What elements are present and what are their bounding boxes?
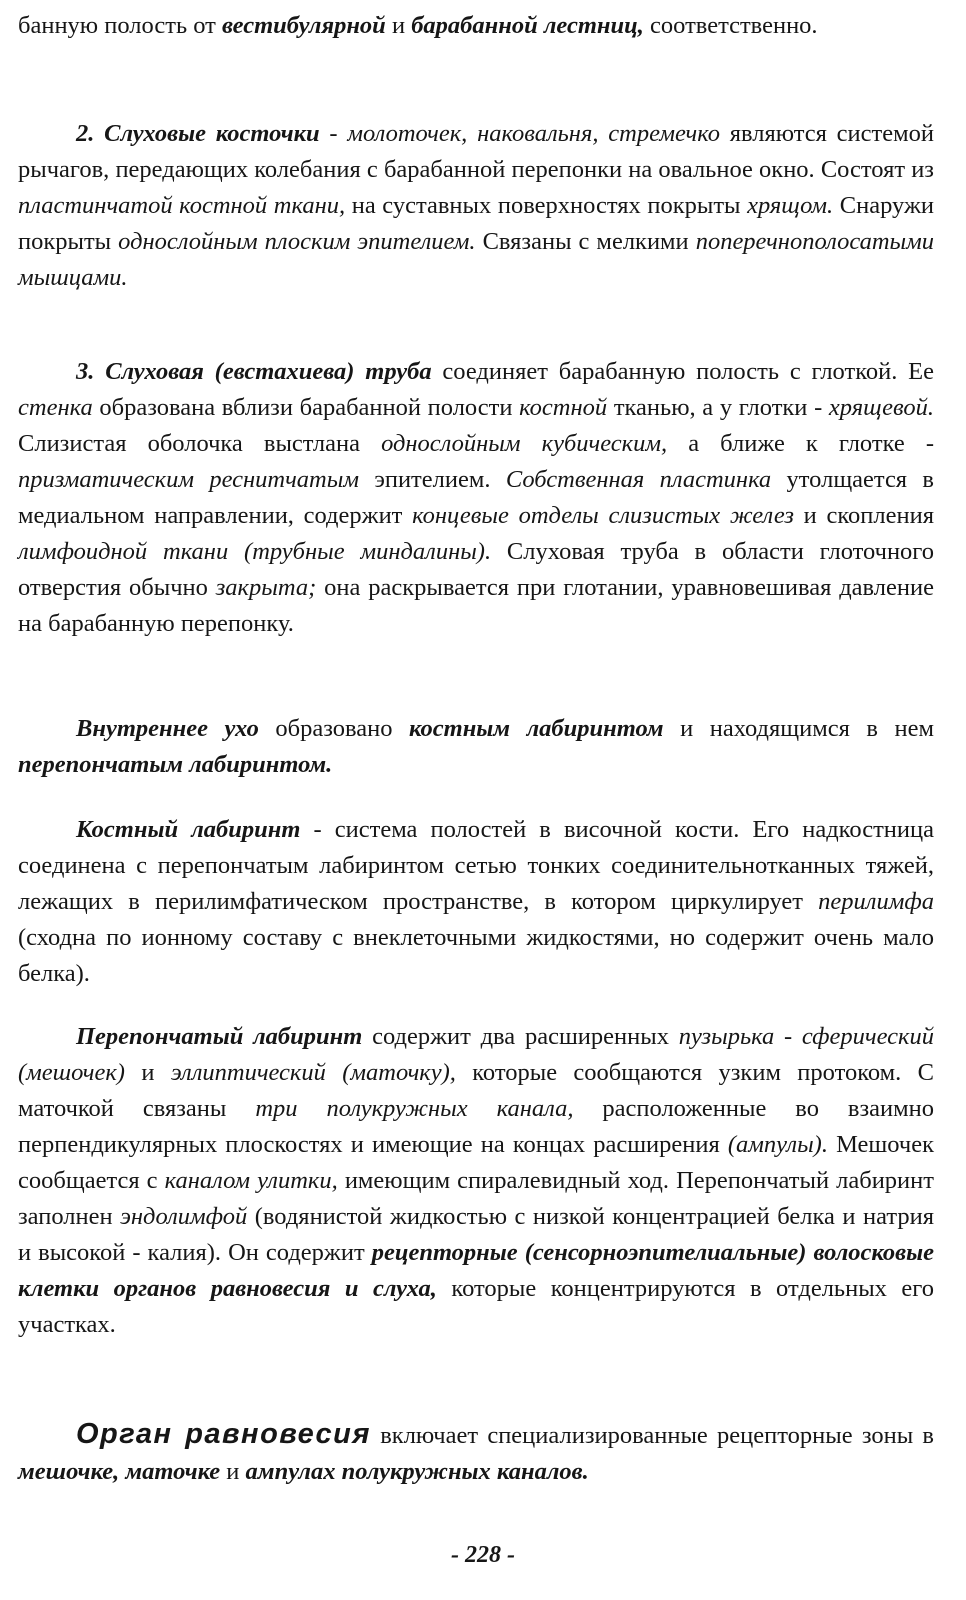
text-run: являются системой рычагов, передающих колебания с барабанной перепонки на овальное окно. Состоят из xyxy=(18,120,934,183)
text-run: образована вблизи барабанной полости xyxy=(92,394,520,421)
text-run: а ближе к глотке - xyxy=(667,430,934,457)
text-run: (сходна по ионному составу с внеклеточными жидкостями, но содержит очень мало белка). xyxy=(18,924,934,987)
emphasized-term: барабанной лестниц, xyxy=(411,12,644,39)
emphasized-term: пузырька xyxy=(678,1023,775,1050)
text-run: содержит два расширенных xyxy=(362,1023,679,1050)
emphasized-term: концевые отделы слизистых желез xyxy=(412,502,794,529)
text-run: имеющим спиралевидный ход. Перепончатый лабиринт заполнен xyxy=(18,1167,934,1230)
text-run: она раскрывается при глотании, уравновешивая давление на барабанную перепонку. xyxy=(18,574,934,637)
emphasized-term: лимфоидной ткани (трубные миндалины). xyxy=(18,538,492,565)
emphasized-term: 2. Слуховые косточки xyxy=(76,120,320,147)
text-run: и xyxy=(385,12,412,39)
paragraph-bony-labyrinth xyxy=(18,812,934,992)
emphasized-term: (ампулы). xyxy=(727,1131,828,1158)
emphasized-term: однослойным плоским эпителием. xyxy=(118,228,476,255)
emphasized-term: перилимфа xyxy=(818,888,934,915)
emphasized-term: Внутреннее ухо xyxy=(76,715,259,742)
emphasized-term: три полукружных канала, xyxy=(255,1095,574,1122)
text-run: и xyxy=(124,1059,171,1086)
paragraph-tympanic-cavity-end xyxy=(18,8,934,44)
emphasized-term: закрыта; xyxy=(215,574,317,601)
paragraph-inner-ear xyxy=(18,711,934,783)
text-run: - система полостей в височной кости. Его надкостница соединена с перепончатым лабиринтом сетью тонких соединительнотканных тяжей, лежащих в перилимфатическом пространстве, в котором циркулирует xyxy=(18,816,934,915)
paragraph-vestibular-organ xyxy=(18,1416,934,1490)
emphasized-term: хрящевой. xyxy=(828,394,934,421)
emphasized-term: Перепончатый лабиринт xyxy=(76,1023,363,1050)
text-run: образовано xyxy=(258,715,410,742)
emphasized-term: поперечнополосатыми мышцами. xyxy=(18,228,934,291)
text-run: соответственно. xyxy=(643,12,818,39)
paragraph-membranous-labyrinth xyxy=(18,1019,934,1343)
text-run: и скопления xyxy=(793,502,934,529)
emphasized-term: призматическим реснитчатым xyxy=(18,466,359,493)
text-run: утолщается в медиальном направлении, содержит xyxy=(18,466,934,529)
text-run: Мешочек сообщается с xyxy=(18,1131,934,1194)
text-run: Слизистая оболочка выстлана xyxy=(18,430,382,457)
text-run: расположенные во взаимно перпендикулярных плоскостях и имеющие на концах расширения xyxy=(18,1095,934,1158)
emphasized-term: эллиптический (маточку), xyxy=(170,1059,456,1086)
text-run: и xyxy=(220,1458,246,1485)
text-run: Связаны с мелкими xyxy=(475,228,696,255)
text-run: банную полость от xyxy=(18,12,223,39)
text-run: - xyxy=(774,1023,802,1050)
text-run: которые сообщаются узким протоком. С маточкой связаны xyxy=(18,1059,934,1122)
text-run: Слуховая труба в области глоточного отверстия обычно xyxy=(18,538,934,601)
paragraph-eustachian-tube xyxy=(18,354,934,642)
text-run: (водянистой жидкостью с низкой концентрацией белка и натрия и высокой - калия). Он содержит xyxy=(18,1203,934,1266)
emphasized-term: рецепторные (сенсорноэпителиальные) волосковые клетки органов равновесия и слуха, xyxy=(18,1239,934,1302)
emphasized-term: мешочке, маточке xyxy=(18,1458,221,1485)
page-number: - 228 - xyxy=(451,1542,515,1568)
emphasized-term: эндолимфой xyxy=(120,1203,248,1230)
emphasized-term: 3. Слуховая (евстахиева) труба xyxy=(76,358,432,385)
emphasized-term: костной xyxy=(519,394,608,421)
emphasized-term: вестибулярной xyxy=(222,12,386,39)
emphasized-term: однослойным кубическим, xyxy=(381,430,668,457)
text-run: на суставных поверхностях покрыты xyxy=(345,192,748,219)
emphasized-term: хрящом. xyxy=(747,192,834,219)
emphasized-term: перепончатым лабиринтом. xyxy=(18,751,333,778)
text-run: которые концентрируются в отдельных его участках. xyxy=(18,1275,934,1338)
text-run: соединяет барабанную полость с глоткой. Ее xyxy=(431,358,934,385)
text-run: и находящимся в нем xyxy=(663,715,934,742)
emphasized-term: пластинчатой костной ткани, xyxy=(18,192,346,219)
emphasized-term: костным лабиринтом xyxy=(409,715,664,742)
paragraph-auditory-ossicles xyxy=(18,116,934,296)
emphasized-term: Собственная пластинка xyxy=(505,466,772,493)
text-run: включает специализированные рецепторные зоны в xyxy=(370,1422,935,1449)
text-run: тканью, а у глотки - xyxy=(607,394,829,421)
text-run: эпителием. xyxy=(358,466,506,493)
emphasized-term: молоточек, наковальня, стремечко xyxy=(347,120,720,147)
emphasized-term: ампулах полукружных каналов. xyxy=(245,1458,589,1485)
text-run: - xyxy=(319,120,348,147)
text-run: Снаружи покрыты xyxy=(18,192,934,255)
emphasized-term: Костный лабиринт xyxy=(76,816,301,843)
emphasized-term: каналом улитки, xyxy=(164,1167,338,1194)
emphasized-term: сферический (мешочек) xyxy=(18,1023,934,1086)
emphasized-term: стенка xyxy=(18,394,93,421)
section-heading-term: Орган равновесия xyxy=(76,1418,371,1450)
